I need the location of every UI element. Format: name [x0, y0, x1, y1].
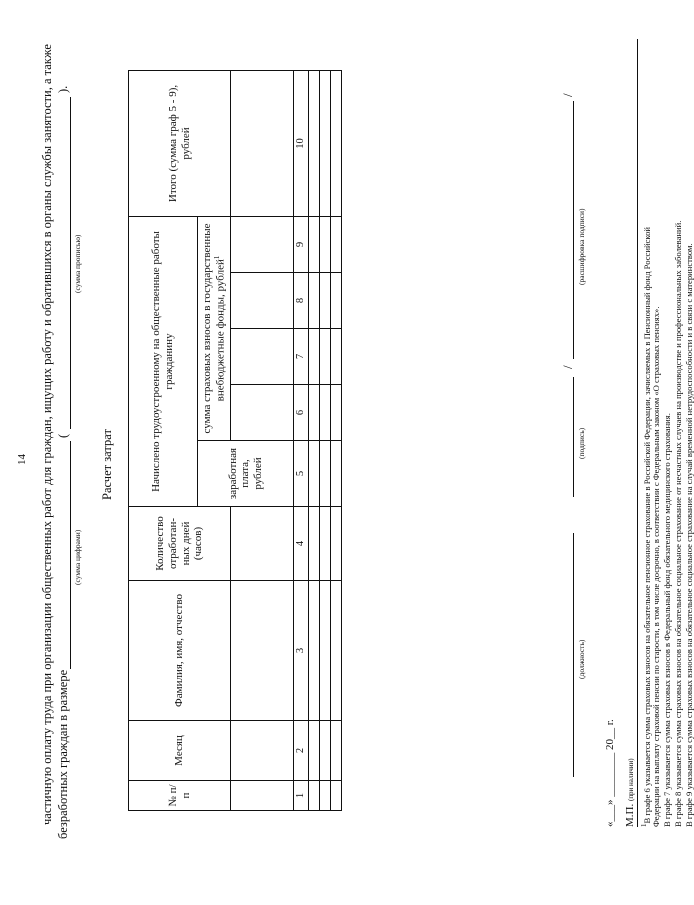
- header-col-9: [231, 216, 294, 272]
- table-row: [320, 70, 331, 810]
- header-contrib-footnote-mark: 1: [213, 255, 222, 260]
- header-empty-4: [231, 507, 294, 581]
- signature-slash-1: /: [560, 365, 575, 369]
- stamp-place: [624, 758, 636, 827]
- header-row-1: [129, 70, 198, 810]
- decoding-line: [573, 101, 574, 359]
- col-num-5: 5: [294, 441, 309, 507]
- blank-cell: [320, 781, 331, 811]
- table-row: [331, 70, 342, 810]
- position-caption: (должность): [577, 639, 586, 679]
- col-num-4: 4: [294, 507, 309, 581]
- header-days: Количество отработан-ных дней (часов): [129, 507, 231, 581]
- blank-cell: [309, 329, 320, 385]
- blank-cell: [309, 507, 320, 581]
- column-number-row: [294, 70, 309, 810]
- stamp-note: (при наличии): [627, 758, 635, 802]
- header-name: Фамилия, имя, отчество: [129, 581, 231, 721]
- signature-line: [573, 377, 574, 497]
- decoding-caption: (расшифровка подписи): [577, 208, 586, 285]
- intro-line-1: частичную оплату труда при организации общественных работ для граждан, ищущих работу и обратившихся в органы службы занятости, а также: [40, 44, 54, 825]
- footnote-2: Федерации на выплату страховой пенсии по старости, в том числе досрочно, в соответствии с Федеральным законом «О страховых пенсиях».: [651, 306, 661, 827]
- blank-cell: [320, 70, 331, 216]
- header-empty-2: [231, 721, 294, 781]
- footnote-3: В графе 7 указывается сумма страховых взносов в Федеральный фонд обязательного медицинского страхования.: [662, 413, 672, 827]
- header-row-3: [231, 70, 294, 810]
- header-empty-3: [231, 581, 294, 721]
- position-line: [573, 533, 574, 777]
- blank-cell: [331, 507, 342, 581]
- amount-digits-caption: (сумма цифрами): [73, 529, 82, 585]
- blank-cell: [309, 441, 320, 507]
- amount-paren-close: ).: [56, 85, 70, 93]
- blank-cell: [309, 70, 320, 216]
- col-num-10: 10: [294, 70, 309, 216]
- amount-digits-line: [70, 441, 71, 669]
- amount-words-line: [70, 97, 71, 429]
- header-accrued: Начислено трудоустроенному на общественные работы гражданину: [129, 216, 198, 506]
- intro-line-2-prefix: безработных граждан в размере: [56, 669, 70, 839]
- blank-cell: [309, 581, 320, 721]
- blank-cell: [320, 385, 331, 441]
- header-empty-1: [231, 781, 294, 811]
- footnote-separator: [637, 39, 638, 827]
- header-col-6: [231, 385, 294, 441]
- col-num-6: 6: [294, 385, 309, 441]
- col-num-1: 1: [294, 781, 309, 811]
- blank-cell: [331, 216, 342, 272]
- header-col-8: [231, 273, 294, 329]
- footnote-4: В графе 8 указывается сумма страховых взносов на обязательное социальное страхование от несчастных случаев на производстве и профессиональных заболеваний.: [673, 220, 683, 827]
- col-num-7: 7: [294, 329, 309, 385]
- blank-cell: [309, 385, 320, 441]
- stamp-label: М.П.: [624, 803, 636, 827]
- header-contrib: [198, 216, 231, 440]
- footnote-text: В графе 6 указывается сумма страховых взносов на обязательное пенсионное страхование в Российской Федерации, зачисляемых в Пенсионный фонд Российской: [641, 227, 652, 824]
- header-empty-5: [231, 70, 294, 216]
- date-line: «___» ________ 20__ г.: [604, 719, 616, 827]
- blank-cell: [309, 273, 320, 329]
- signature-caption: (подпись): [577, 427, 586, 459]
- blank-cell: [331, 385, 342, 441]
- footnote-5: В графе 9 указывается сумма страховых взносов на обязательное социальное страхование на случай временной нетрудоспособности и в связи с материнством.: [684, 243, 694, 827]
- blank-cell: [320, 273, 331, 329]
- blank-cell: [320, 216, 331, 272]
- col-num-3: 3: [294, 581, 309, 721]
- blank-cell: [331, 721, 342, 781]
- blank-cell: [331, 329, 342, 385]
- col-num-2: 2: [294, 721, 309, 781]
- header-salary: заработная плата, рублей: [198, 441, 294, 507]
- header-month: Месяц: [129, 721, 231, 781]
- blank-cell: [320, 507, 331, 581]
- blank-cell: [309, 721, 320, 781]
- blank-cell: [320, 329, 331, 385]
- blank-cell: [320, 721, 331, 781]
- header-n: № п/п: [129, 781, 231, 811]
- blank-cell: [309, 216, 320, 272]
- col-num-8: 8: [294, 273, 309, 329]
- section-title: Расчет затрат: [100, 429, 114, 500]
- signature-slash-2: /: [560, 93, 575, 97]
- header-total: Итого (сумма граф 5 - 9), рублей: [129, 70, 231, 216]
- blank-cell: [331, 781, 342, 811]
- blank-cell: [331, 441, 342, 507]
- blank-cell: [320, 441, 331, 507]
- amount-words-caption: (сумма прописью): [73, 234, 82, 293]
- header-contrib-text: сумма страховых взносов в государственные внебюджетные фонды, рублей: [200, 223, 227, 434]
- cost-calculation-table: [128, 70, 342, 811]
- blank-cell: [320, 581, 331, 721]
- blank-cell: [331, 581, 342, 721]
- footnote-marker: 1: [640, 823, 648, 827]
- amount-paren-open: (: [56, 433, 70, 438]
- blank-cell: [309, 781, 320, 811]
- col-num-9: 9: [294, 216, 309, 272]
- header-col-7: [231, 329, 294, 385]
- page-number: 14: [16, 454, 28, 465]
- blank-cell: [331, 273, 342, 329]
- table-row: [309, 70, 320, 810]
- blank-cell: [331, 70, 342, 216]
